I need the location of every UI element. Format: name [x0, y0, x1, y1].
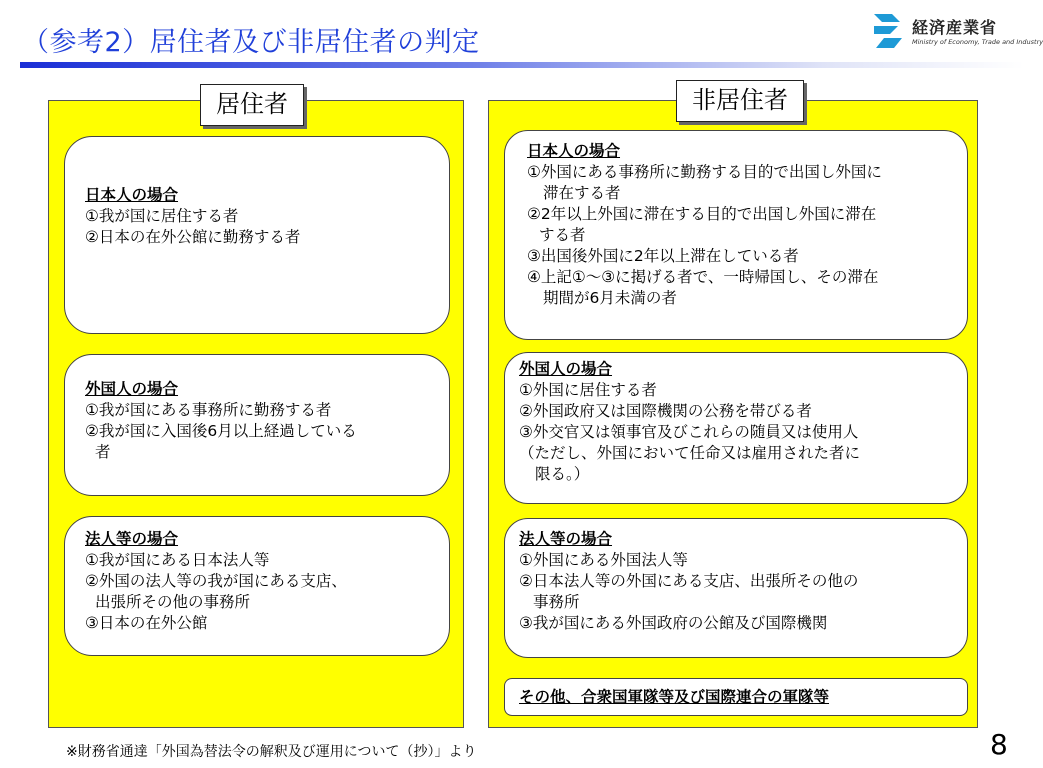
box-heading: その他、合衆国軍隊等及び国際連合の軍隊等 [519, 688, 830, 706]
list-item: ②外国の法人等の我が国にある支店、 [85, 572, 347, 590]
page-title: （参考2）居住者及び非居住者の判定 [22, 27, 480, 58]
list-item-continuation: 出張所その他の事務所 [95, 593, 251, 611]
list-item: ①外国にある事務所に勤務する目的で出国し外国に [527, 163, 882, 181]
list-item: ②日本の在外公館に勤務する者 [85, 228, 301, 246]
logo-name: 経済産業省 [912, 18, 998, 37]
non-resident-other-box [504, 678, 968, 716]
list-item: （ただし、外国において任命又は雇用された者に [519, 444, 861, 462]
logo-english: Ministry of Economy, Trade and Industry [912, 38, 1043, 46]
resident-corporation-box [64, 516, 450, 656]
list-item: ②我が国に入国後6月以上経過している [85, 422, 357, 440]
non-resident-corporation-box [504, 518, 968, 658]
list-item: ①我が国にある事務所に勤務する者 [85, 401, 332, 419]
resident-foreigner-box [64, 354, 450, 496]
box-heading: 日本人の場合 [527, 142, 621, 160]
non-resident-foreigner-box [504, 352, 968, 504]
non-resident-label: 非居住者 [676, 80, 804, 122]
list-item: ③出国後外国に2年以上滞在している者 [527, 247, 799, 265]
list-item: ③外交官又は領事官及びこれらの随員又は使用人 [519, 423, 859, 441]
list-item-continuation: 限る。） [535, 465, 590, 483]
source-footnote: ※財務省通達「外国為替法令の解釈及び運用について（抄）」より [66, 744, 477, 760]
list-item: ①我が国にある日本法人等 [85, 551, 270, 569]
list-item: ①我が国に居住する者 [85, 207, 239, 225]
list-item: ①外国にある外国法人等 [519, 551, 688, 569]
meti-logo-icon [870, 12, 906, 50]
page-number: 8 [990, 728, 1008, 761]
list-item: ④上記①～③に掲げる者で、一時帰国し、その滞在 [527, 268, 879, 286]
list-item: ③我が国にある外国政府の公館及び国際機関 [519, 614, 828, 632]
list-item: ①外国に居住する者 [519, 381, 657, 399]
list-item-continuation: 期間が6月未満の者 [543, 289, 677, 307]
list-item-continuation: 者 [95, 443, 111, 461]
list-item-continuation: 滞在する者 [543, 184, 621, 202]
meti-logo [870, 10, 1043, 54]
non-resident-japanese-box [504, 130, 968, 340]
resident-japanese-box [64, 136, 450, 334]
list-item: ②2年以上外国に滞在する目的で出国し外国に滞在 [527, 205, 877, 223]
list-item: ②日本法人等の外国にある支店、出張所その他の [519, 572, 859, 590]
list-item-continuation: する者 [539, 226, 586, 244]
list-item: ②外国政府又は国際機関の公務を帯びる者 [519, 402, 812, 420]
resident-label: 居住者 [200, 84, 304, 126]
box-heading: 外国人の場合 [85, 380, 179, 398]
box-heading: 法人等の場合 [85, 530, 179, 548]
box-heading: 外国人の場合 [519, 360, 613, 378]
box-heading: 法人等の場合 [519, 530, 613, 548]
list-item-continuation: 事務所 [533, 593, 580, 611]
list-item: ③日本の在外公館 [85, 614, 208, 632]
box-heading: 日本人の場合 [85, 186, 179, 204]
title-underline [20, 62, 1024, 68]
